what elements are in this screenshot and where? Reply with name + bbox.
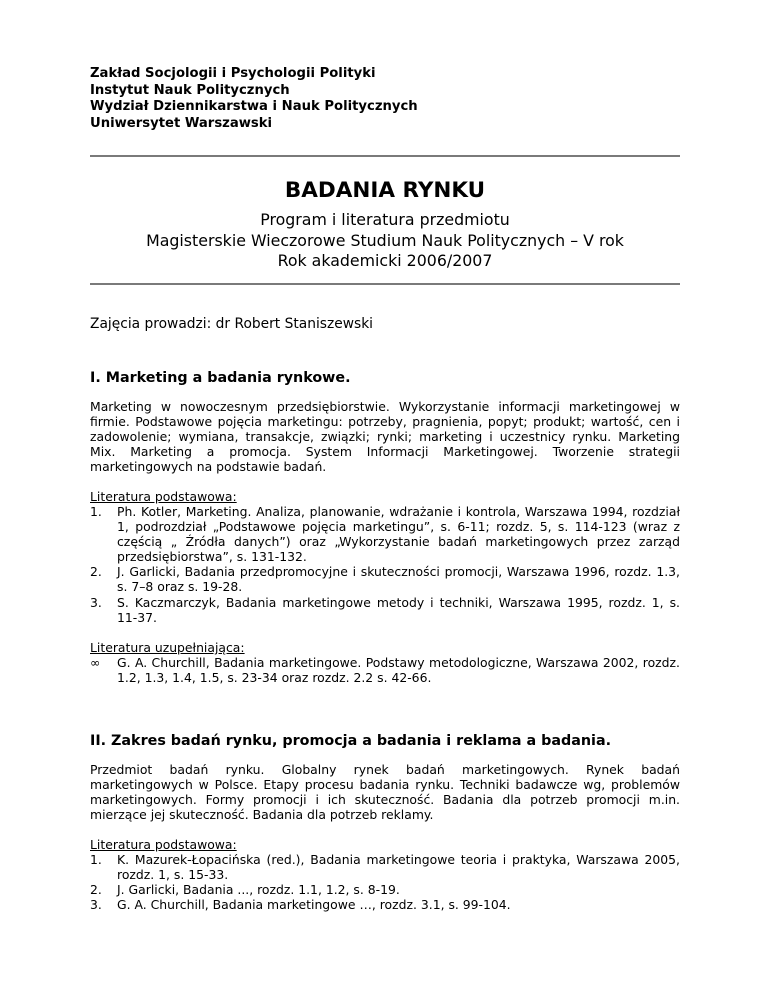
list-item	[90, 852, 680, 882]
item-number: 1.	[90, 504, 102, 519]
item-number: 3.	[90, 594, 102, 610]
title-block	[90, 178, 680, 272]
institution-line: Wydział Dziennikarstwa i Nauk Politycznych	[90, 99, 418, 114]
list-item	[90, 504, 680, 564]
academic-year: Rok akademicki 2006/2007	[277, 251, 493, 270]
lecturer-line: Zajęcia prowadzi: dr Robert Staniszewski	[90, 316, 374, 332]
institution-line: Uniwersytet Warszawski	[90, 115, 273, 131]
item-text: S. Kaczmarczyk, Badania marketingowe metody i techniki, Warszawa 1995, rozdz. 1, s. 11-37.	[117, 594, 680, 625]
list-item	[90, 882, 680, 897]
item-text: G. A. Churchill, Badania marketingowe. Podstawy metodologiczne, Warszawa 2002, rozdz. 1.2, 1.3, 1.4, 1.5, s. 23-34 oraz rozdz. 2.2 s. 42-66.	[117, 655, 680, 686]
literature-basic-label: Literatura podstawowa:	[90, 489, 237, 504]
literature-extra-label: Literatura uzupełniająca:	[90, 640, 245, 655]
institution-line: Instytut Nauk Politycznych	[90, 82, 290, 98]
section-heading: II. Zakres badań rynku, promocja a badania i reklama a badania.	[90, 733, 612, 749]
item-number: 3.	[90, 897, 102, 913]
course-subtitle: Program i literatura przedmiotu	[260, 210, 510, 229]
course-title: BADANIA RYNKU	[284, 178, 486, 203]
item-number: 1.	[90, 852, 102, 867]
item-number: 2.	[90, 882, 102, 898]
bullet-icon: ∞	[90, 655, 101, 670]
section-body: Przedmiot badań rynku. Globalny rynek badań marketingowych. Rynek badań marketingowych w Polsce. Etapy procesu badania rynku. Techniki badawcze wg, problemów marketingowych. Formy promocji i ich skuteczność. Badania dla potrzeb promocji m.in. mierzące jej skuteczność. Badania dla potrzeb reklamy.	[90, 762, 680, 823]
institution-line: Zakład Socjologii i Psychologii Polityki	[90, 66, 376, 81]
divider-top	[90, 155, 680, 157]
section-body: Marketing w nowoczesnym przedsiębiorstwie. Wykorzystanie informacji marketingowej w firmie. Podstawowe pojęcia marketingu: potrzeby, pragnienia, popyt; produkt; wartość, cen i zadowolenie; wymiana, transakcje, związki; rynki; marketing i uczestnicy rynku. Marketing Mix. Marketing a promocja. System Informacji Marketingowej. Tworzenie strategii marketingowych na podstawie badań.	[90, 399, 680, 475]
item-number: 2.	[90, 564, 102, 580]
literature-basic-label: Literatura podstawowa:	[90, 837, 237, 852]
literature-basic-list	[90, 504, 680, 625]
item-text: K. Mazurek-Łopacińska (red.), Badania marketingowe teoria i praktyka, Warszawa 2005, rozdz. 1, s. 15-33.	[117, 852, 680, 883]
item-text: J. Garlicki, Badania przedpromocyjne i skuteczności promocji, Warszawa 1996, rozdz. 1.3, s. 7–8 oraz s. 19-28.	[117, 564, 680, 595]
list-item	[90, 897, 680, 912]
literature-extra-list	[90, 655, 680, 685]
literature-basic-list	[90, 852, 680, 912]
item-text: Ph. Kotler, Marketing. Analiza, planowanie, wdrażanie i kontrola, Warszawa 1994, rozdział 1, podrozdział „Podstawowe pojęcia marketingu”, s. 6-11; rozdz. 5, s. 114-123 (wraz z częścią „ Źródła danych”) oraz „Wykorzystanie badań marketingowych przez zarząd przedsiębiorstwa”, s. 131-132.	[117, 504, 680, 565]
section-heading: I. Marketing a badania rynkowe.	[90, 370, 351, 386]
item-text: G. A. Churchill, Badania marketingowe …, rozdz. 3.1, s. 99-104.	[117, 897, 511, 913]
divider-bottom	[90, 283, 680, 285]
course-program: Magisterskie Wieczorowe Studium Nauk Politycznych – V rok	[146, 230, 624, 250]
list-item	[90, 564, 680, 594]
list-item	[90, 655, 680, 685]
item-text: J. Garlicki, Badania ..., rozdz. 1.1, 1.2, s. 8-19.	[117, 882, 400, 898]
list-item	[90, 595, 680, 625]
institution-header	[90, 66, 418, 132]
